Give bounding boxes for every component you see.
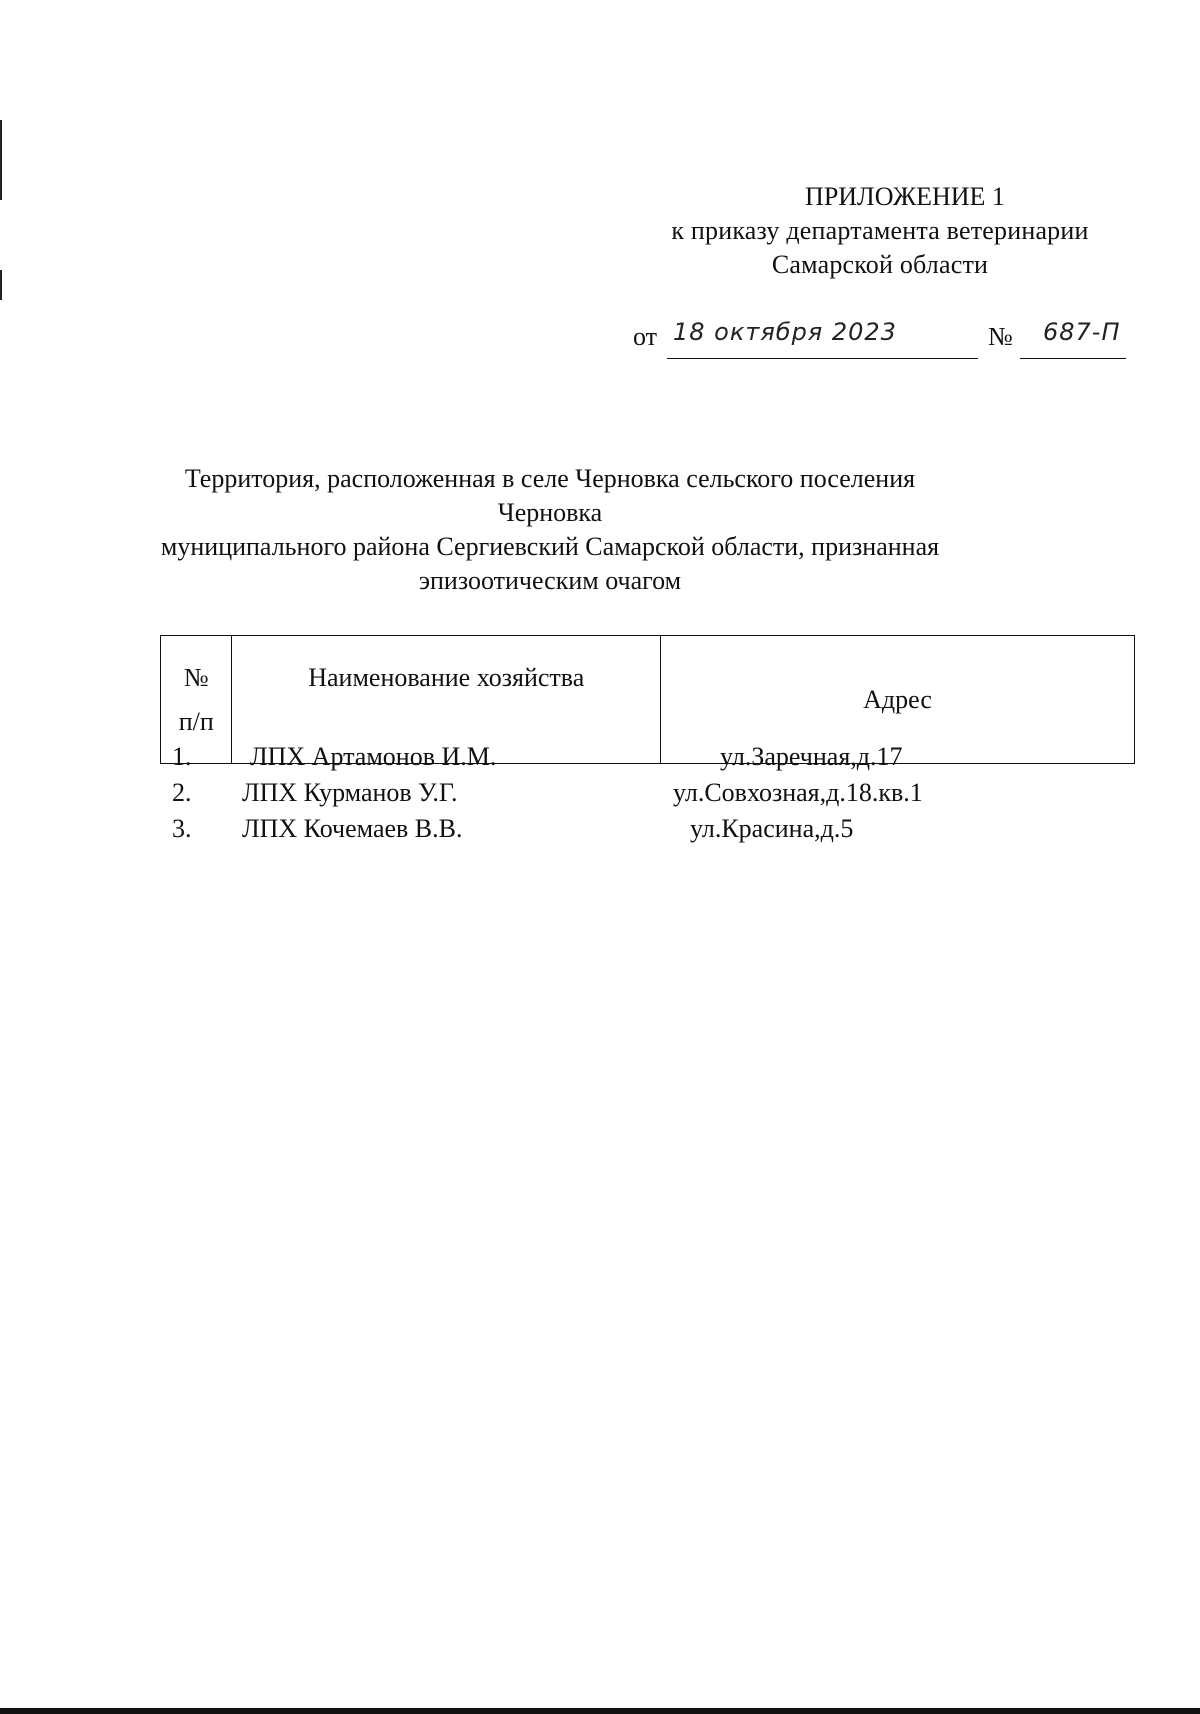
handwritten-date: 18 октября 2023 xyxy=(673,318,897,346)
handwritten-number: 687-П xyxy=(1043,318,1121,346)
header-farm-name: Наименование хозяйства xyxy=(232,636,661,764)
appendix-subtitle-line2: Самарской области xyxy=(771,250,989,279)
row-number: 3. xyxy=(172,814,192,843)
row-farm-name: ЛПХ Кочемаев В.В. xyxy=(242,814,463,843)
header-number-sign: № xyxy=(183,662,209,692)
scan-bottom-edge xyxy=(0,1708,1200,1714)
row-farm-name: ЛПХ Курманов У.Г. xyxy=(242,778,458,807)
table-row xyxy=(160,811,1135,847)
date-underline xyxy=(667,358,978,359)
row-address: ул.Заречная,д.17 xyxy=(720,742,903,771)
date-label: от xyxy=(633,322,658,351)
table-row xyxy=(160,739,1135,775)
heading-line3: эпизоотическим очагом xyxy=(418,566,682,595)
row-address: ул.Красина,д.5 xyxy=(690,814,854,843)
order-reference xyxy=(633,318,1133,358)
scan-edge-mark xyxy=(0,120,2,200)
farms-list xyxy=(160,739,1135,847)
number-label: № xyxy=(988,322,1013,351)
row-number: 1. xyxy=(172,742,192,771)
header-number-abbrev: п/п xyxy=(178,706,214,736)
heading-line2: муниципального района Сергиевский Самарской области, признанная xyxy=(160,532,940,561)
appendix-header xyxy=(640,180,1120,282)
document-heading xyxy=(160,462,940,598)
header-address: Адрес xyxy=(661,636,1135,764)
table-row xyxy=(160,775,1135,811)
row-number: 2. xyxy=(172,778,192,807)
number-underline xyxy=(1020,358,1126,359)
scan-edge-mark xyxy=(0,270,2,300)
appendix-subtitle-line1: к приказу департамента ветеринарии xyxy=(671,216,1089,245)
heading-line1: Территория, расположенная в селе Черновка сельского поселения Черновка xyxy=(184,464,916,527)
row-address: ул.Совхозная,д.18.кв.1 xyxy=(673,778,923,807)
row-farm-name: ЛПХ Артамонов И.М. xyxy=(250,742,497,771)
appendix-title: ПРИЛОЖЕНИЕ 1 xyxy=(805,182,1005,211)
